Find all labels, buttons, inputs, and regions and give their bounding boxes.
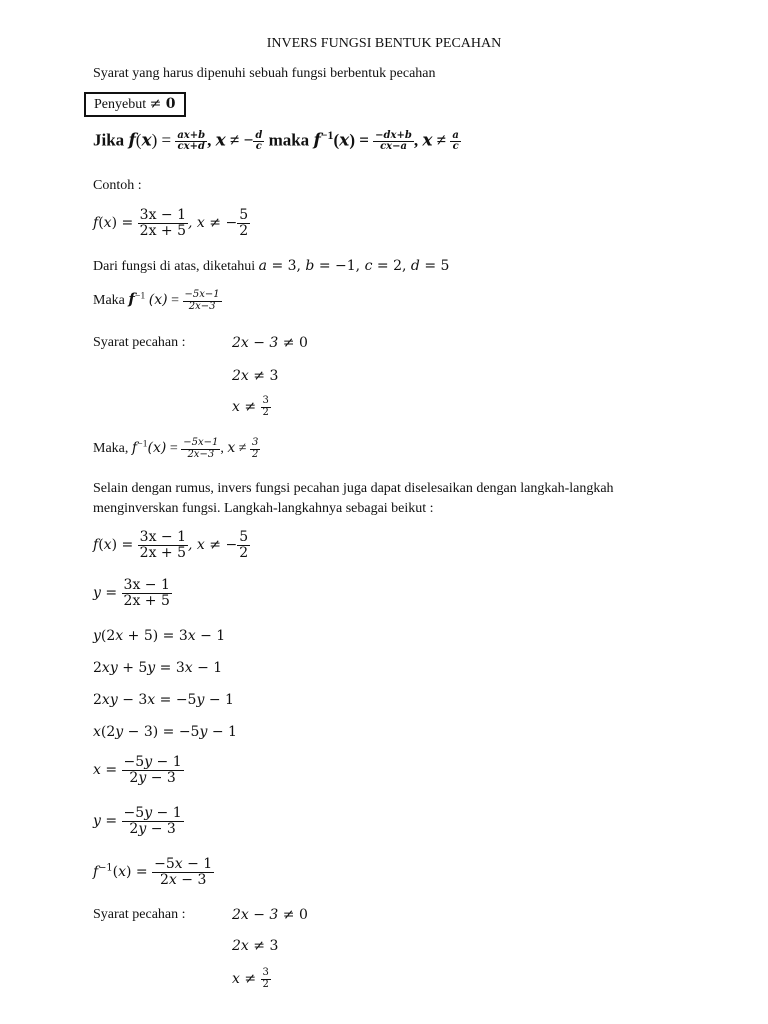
step-y-equals: y = $\frac{3x - 1}{2x + 5}$	[93, 577, 170, 609]
coefficients: a = 3, b = −1, c = 2, d = 5	[258, 258, 450, 274]
formula-fraction-f: $\frac{ax+b}{cx+d}$	[177, 129, 206, 153]
formula-fraction-inverse: $\frac{-dx+b}{cx-a}$	[375, 129, 412, 153]
intro-text: Syarat yang harus dipenuhi sebuah fungsi berbentuk pecahan	[93, 66, 436, 81]
step-expand: 2xy + 5y = 3x − 1	[93, 660, 223, 676]
formula-maka: maka	[268, 130, 310, 150]
formula-jika: Jika	[93, 130, 125, 150]
formula-fraction-ac: $\frac{a}{c}$	[452, 129, 459, 153]
step-rearrange: 2xy − 3x = −5y − 1	[93, 692, 234, 708]
condition-expression: ≠ 0	[149, 96, 176, 112]
diketahui-line	[93, 258, 449, 275]
syarat-2-step-3: x ≠ $\frac{3}{2}$	[232, 967, 269, 990]
formula-f: f	[128, 130, 136, 151]
step-final-inverse: $f^{-1}(x)$ = $\frac{-5x - 1}{2x - 3}$	[93, 856, 213, 888]
syarat-label-2: Syarat pecahan :	[93, 907, 186, 922]
inverse-fraction: $\frac{-5x-1}{2x-3}$	[184, 289, 220, 312]
condition-label: Penyebut	[94, 97, 147, 112]
condition-box	[84, 92, 186, 117]
step-factor: x(2y − 3) = −5y − 1	[93, 724, 237, 740]
syarat-label-1: Syarat pecahan :	[93, 335, 186, 350]
diketahui-text: Dari fungsi di atas, diketahui	[93, 259, 256, 274]
syarat-1-step-3: x ≠ $\frac{3}{2}$	[232, 395, 269, 418]
maka-inverse-line: Maka $f^{-1}$ (x) = $\frac{-5x-1}{2x-3}$	[93, 289, 220, 312]
formula-fraction-dc: $\frac{d}{c}$	[255, 129, 263, 153]
syarat-2-step-2: 2x ≠ 3	[232, 938, 279, 954]
result-fraction: $\frac{-5x-1}{2x-3}$	[183, 437, 219, 460]
contoh-label: Contoh :	[93, 178, 142, 193]
page-title: INVERS FUNGSI BENTUK PECAHAN	[266, 36, 502, 51]
example-fraction: $\frac{3x - 1}{2x + 5}$	[139, 207, 187, 239]
syarat-1-step-2: 2x ≠ 3	[232, 368, 279, 384]
syarat-2-step-1: 2x − 3 ≠ 0	[232, 907, 308, 923]
maka-comma-label: Maka,	[93, 441, 129, 457]
maka-label: Maka	[93, 293, 125, 309]
example-function: f(x) = $\frac{3x - 1}{2x + 5}$ , x ≠ − $\frac{5}{2}$	[93, 207, 249, 239]
syarat-1-step-1: 2x − 3 ≠ 0	[232, 335, 308, 351]
step-x-equals: x = $\frac{-5y - 1}{2y - 3}$	[93, 754, 182, 786]
paragraph-line-1: Selain dengan rumus, invers fungsi pecahan juga dapat diselesaikan dengan langkah-langkah	[93, 481, 614, 496]
step-function: f(x) = $\frac{3x - 1}{2x + 5}$ , x ≠ − $\frac{5}{2}$	[93, 529, 249, 561]
step-swap: y = $\frac{-5y - 1}{2y - 3}$	[93, 805, 182, 837]
step-multiply: y(2x + 5) = 3x − 1	[93, 628, 226, 644]
maka-result-line: Maka, $f^{-1}(x)$ = $\frac{-5x-1}{2x-3}$ , x ≠ $\frac{3}{2}$	[93, 437, 259, 460]
paragraph-line-2: menginverskan fungsi. Langkah-langkahnya sebagai beikut :	[93, 501, 434, 516]
general-formula: Jika f(x) = $\frac{ax+b}{cx+d}$ , x ≠ − $\frac{d}{c}$ maka $f^{-1}(x)$ = $\frac{-dx+b}{cx-a}$ , x ≠ $\frac{a}{c}$	[93, 128, 459, 153]
condition-box-content	[84, 92, 186, 117]
